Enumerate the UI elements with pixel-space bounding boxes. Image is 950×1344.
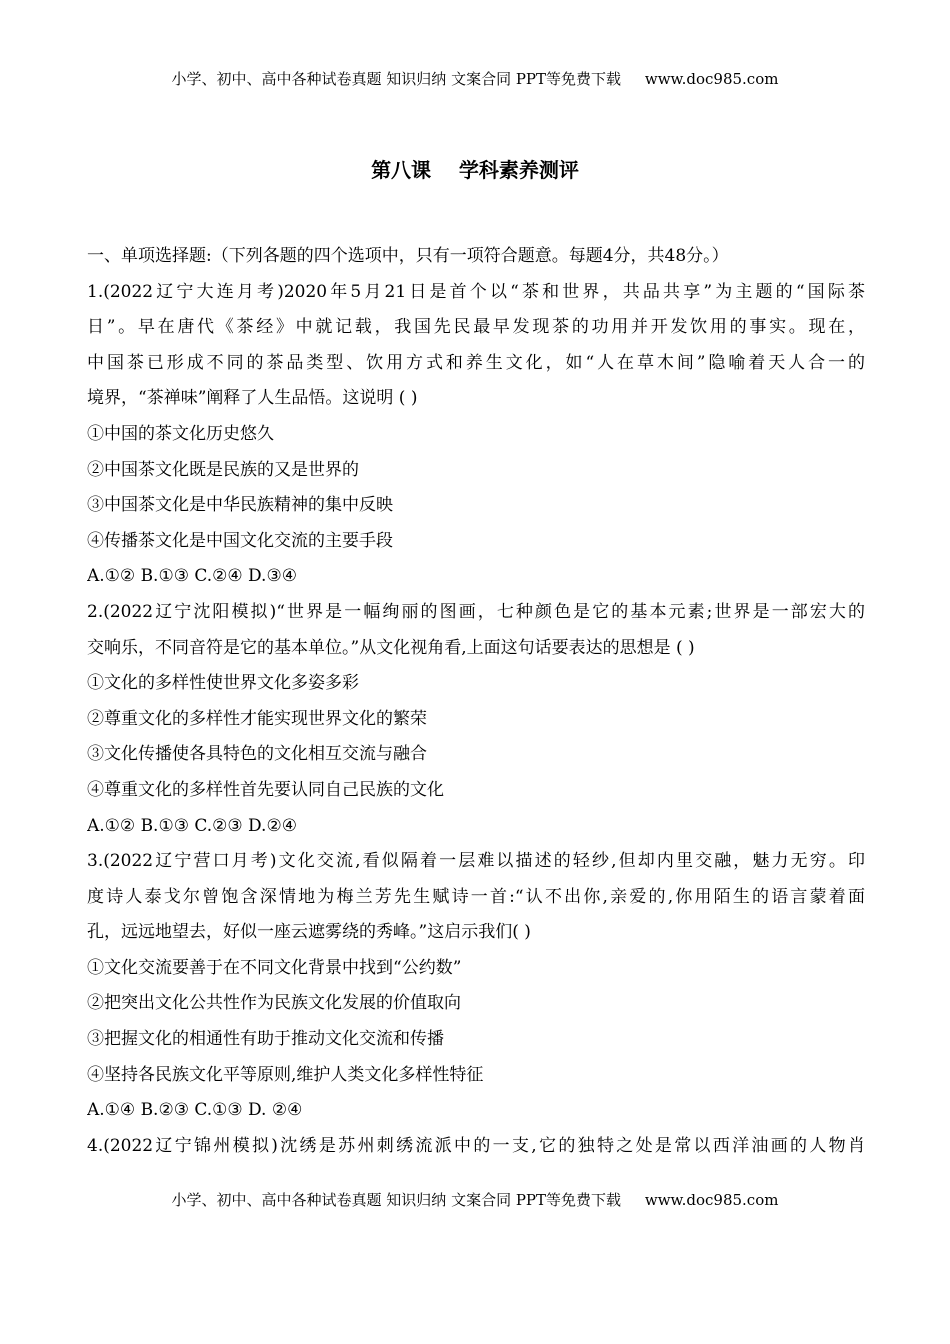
statement-option: ②把突出文化公共性作为民族文化发展的价值取向 — [87, 993, 461, 1014]
statement-option: ③把握文化的相通性有助于推动文化交流和传播 — [87, 1029, 444, 1050]
statement-option: ②中国茶文化既是民族的又是世界的 — [87, 459, 359, 480]
page-title: 第八课 学科素养测评 — [371, 158, 579, 182]
question-4 — [87, 1129, 865, 1165]
answer-choices: A.①② B.①③ C.②④ D.③④ — [87, 566, 297, 587]
statement-option: ①中国的茶文化历史悠久 — [87, 423, 274, 444]
question-stem-line: 1.(2022辽宁大连月考)2020年5月21日是首个以“茶和世界，共品共享”为主题的“国际茶 — [87, 281, 865, 302]
statement-option: ④尊重文化的多样性首先要认同自己民族的文化 — [87, 779, 444, 800]
question-3 — [87, 844, 865, 1129]
question-1 — [87, 275, 865, 595]
document-body — [87, 239, 865, 1164]
statement-option: ④传播茶文化是中国文化交流的主要手段 — [87, 530, 393, 551]
question-stem-line: 孔，远远地望去，好似一座云遮雾绕的秀峰。”这启示我们( ) — [87, 922, 531, 943]
section-heading: 一、单项选择题:（下列各题的四个选项中，只有一项符合题意。每题4分，共48分。） — [87, 246, 729, 266]
question-stem-line: 4.(2022辽宁锦州模拟)沈绣是苏州刺绣流派中的一支,它的独特之处是常以西洋油画的人物肖 — [87, 1135, 865, 1156]
statement-option: ③文化传播使各具特色的文化相互交流与融合 — [87, 744, 427, 765]
page-header: 小学、初中、高中各种试卷真题 知识归纳 文案合同 PPT等免费下载 www.doc985.com — [171, 70, 779, 88]
statement-option: ②尊重文化的多样性才能实现世界文化的繁荣 — [87, 708, 427, 729]
answer-choices: A.①④ B.②③ C.①③ D. ②④ — [87, 1100, 303, 1121]
statement-option: ①文化的多样性使世界文化多姿多彩 — [87, 673, 359, 694]
question-stem-line: 交响乐，不同音符是它的基本单位。”从文化视角看,上面这句话要表达的思想是 ( ) — [87, 637, 695, 658]
answer-choices: A.①② B.①③ C.②③ D.②④ — [87, 815, 297, 836]
statement-option: ④坚持各民族文化平等原则,维护人类文化多样性特征 — [87, 1064, 484, 1085]
statement-option: ①文化交流要善于在不同文化背景中找到“公约数” — [87, 957, 462, 978]
question-stem-line: 境界，“茶禅味”阐释了人生品悟。这说明 ( ) — [87, 388, 418, 409]
question-stem-line: 中国茶已形成不同的茶品类型、饮用方式和养生文化，如“人在草木间”隐喻着天人合一的 — [87, 352, 865, 373]
statement-option: ③中国茶文化是中华民族精神的集中反映 — [87, 495, 393, 516]
question-stem-line: 日”。早在唐代《茶经》中就记载，我国先民最早发现茶的功用并开发饮用的事实。现在， — [87, 317, 865, 338]
question-stem-line: 2.(2022辽宁沈阳模拟)“世界是一幅绚丽的图画，七种颜色是它的基本元素;世界是一部宏大的 — [87, 601, 865, 622]
page-footer: 小学、初中、高中各种试卷真题 知识归纳 文案合同 PPT等免费下载 www.doc985.com — [171, 1191, 779, 1209]
question-stem-line: 3.(2022辽宁营口月考)文化交流,看似隔着一层难以描述的轻纱,但却内里交融，魅力无穷。印 — [87, 851, 865, 872]
question-stem-line: 度诗人泰戈尔曾饱含深情地为梅兰芳先生赋诗一首:“认不出你,亲爱的,你用陌生的语言蒙着面 — [87, 886, 865, 907]
question-2 — [87, 595, 865, 844]
